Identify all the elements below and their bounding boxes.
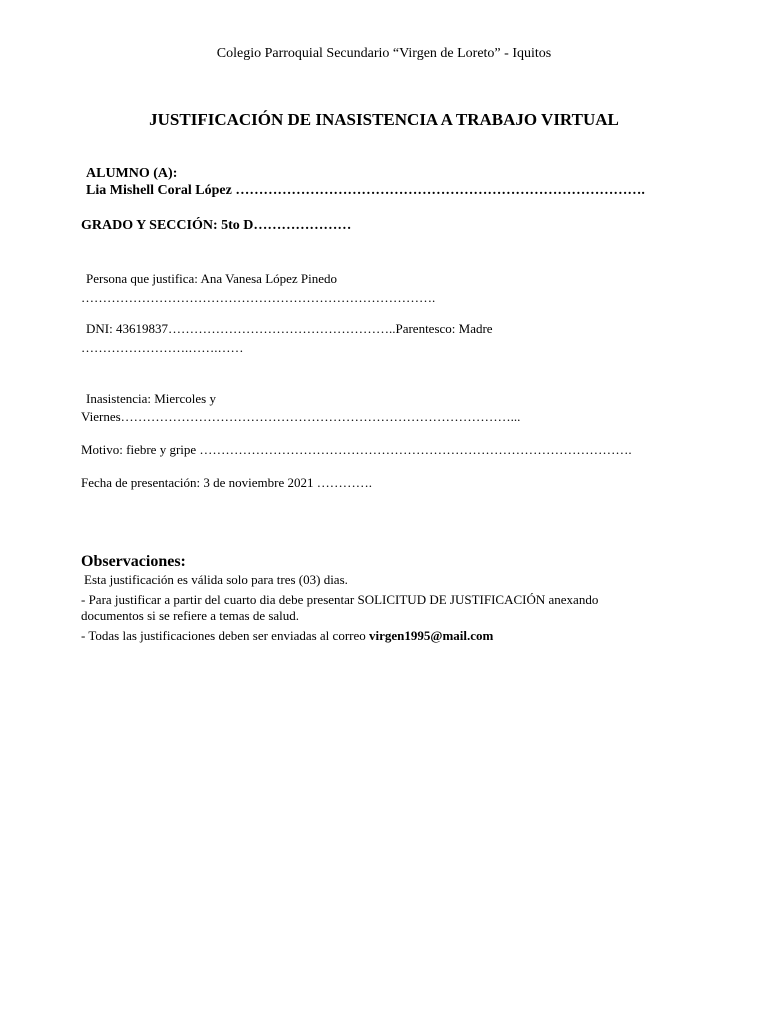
document-title: JUSTIFICACIÓN DE INASISTENCIA A TRABAJO VIRTUAL: [149, 110, 619, 129]
observation-3-text: - Todas las justificaciones deben ser enviadas al correo: [81, 628, 369, 643]
absence-line: Inasistencia: Miercoles y: [86, 391, 216, 406]
grade-section: GRADO Y SECCIÓN: 5to D…………………: [81, 218, 352, 233]
dni-dots: …………………….…….……: [81, 340, 244, 355]
observations-title: Observaciones:: [81, 553, 186, 570]
dni-line: DNI: 43619837……………………………………………..Parentesco: Madre: [86, 321, 493, 336]
absence-line-2: Viernes………………………………………………………………………………...: [81, 409, 521, 424]
student-label: ALUMNO (A):: [86, 166, 178, 181]
school-header: Colegio Parroquial Secundario “Virgen de Loreto” - Iquitos: [216, 46, 552, 61]
contact-email: virgen1995@mail.com: [369, 628, 494, 643]
justifier-line: Persona que justifica: Ana Vanesa López Pinedo: [86, 271, 338, 286]
observation-2b: documentos si se refiere a temas de salud.: [81, 608, 300, 623]
student-name-line: [86, 183, 645, 199]
justifier-dots: ……………………………………………………………………….: [81, 290, 436, 305]
observation-1: Esta justificación es válida solo para tres (03) dias.: [84, 572, 348, 587]
student-name: Lia Mishell Coral López: [86, 183, 232, 198]
observation-2a: - Para justificar a partir del cuarto dia debe presentar SOLICITUD DE JUSTIFICACIÓN anexando: [81, 592, 599, 607]
presentation-date-line: Fecha de presentación: 3 de noviembre 2021 ………….: [81, 475, 372, 490]
reason-line: Motivo: fiebre y gripe ……………………………………………………………………………………….: [81, 442, 632, 457]
student-name-dots: …………………………………………………………………………….: [231, 183, 645, 198]
observation-3: [81, 628, 493, 644]
